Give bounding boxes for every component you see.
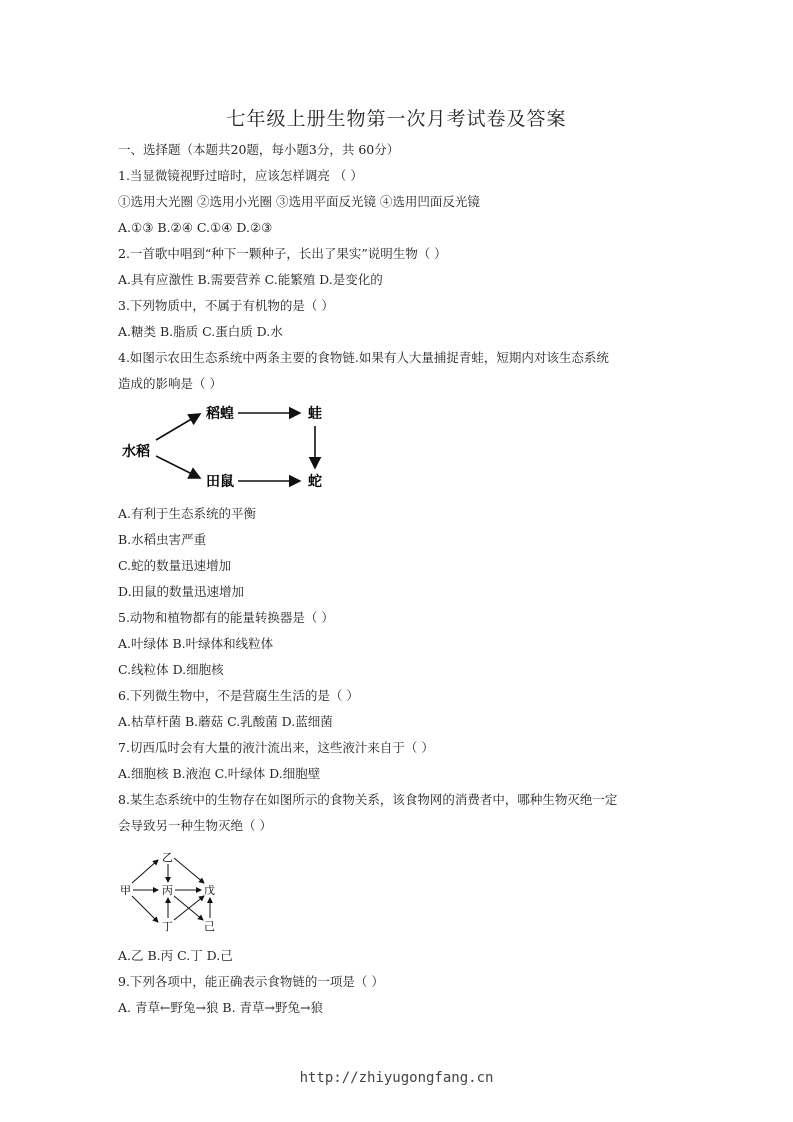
- question-4-option-d: D.田鼠的数量迅速增加: [118, 584, 245, 599]
- footer-url[interactable]: http://zhiyugongfang.cn: [299, 1070, 494, 1086]
- food-web-diagram: [118, 848, 228, 938]
- question-2-options: A.具有应激性 B.需要营养 C.能繁殖 D.是变化的: [118, 272, 383, 287]
- arrow-jia-ding: [132, 896, 158, 922]
- arrow-rice-mouse: [156, 456, 200, 478]
- question-8-cont: 会导致另一种生物灭绝（ ）: [118, 818, 272, 833]
- node-wu: 戊: [204, 884, 215, 897]
- question-9-options: A. 青草←野兔→狼 B. 青草→野兔→狼: [118, 1000, 323, 1015]
- page-title: 七年级上册生物第一次月考试卷及答案: [226, 108, 567, 130]
- node-mouse: 田鼠: [206, 474, 234, 490]
- question-4-option-a: A.有利于生态系统的平衡: [118, 506, 257, 521]
- node-frog: 蛙: [308, 406, 322, 422]
- question-9: 9.下列各项中，能正确表示食物链的一项是（ ）: [118, 974, 384, 989]
- question-6: 6.下列微生物中，不是营腐生生活的是（ ）: [118, 688, 359, 703]
- node-bing: 丙: [162, 884, 173, 897]
- question-2: 2.一首歌中唱到“种下一颗种子，长出了果实”说明生物（ ）: [118, 246, 447, 261]
- node-rice: 水稻: [122, 444, 150, 460]
- question-3: 3.下列物质中，不属于有机物的是（ ）: [118, 298, 334, 313]
- question-8: 8.某生态系统中的生物存在如图所示的食物关系，该食物网的消费者中，哪种生物灭绝一定: [118, 792, 618, 807]
- node-snake: 蛇: [308, 474, 322, 490]
- question-4-cont: 造成的影响是（ ）: [118, 376, 222, 391]
- node-jia: 甲: [120, 884, 131, 897]
- question-4: 4.如图示农田生态系统中两条主要的食物链.如果有人大量捕捉青蛙，短期内对该生态系统: [118, 350, 609, 365]
- question-1-options: A.①③ B.②④ C.①④ D.②③: [118, 220, 273, 235]
- node-yi: 乙: [162, 851, 173, 864]
- question-1-statements: ①选用大光圈 ②选用小光圈 ③选用平面反光镜 ④选用凹面反光镜: [118, 194, 480, 209]
- question-8-options: A.乙 B.丙 C.丁 D.己: [118, 948, 233, 963]
- arrow-jia-yi: [132, 860, 158, 883]
- node-ji: 己: [204, 920, 215, 933]
- node-locust: 稻蝗: [206, 406, 234, 422]
- question-7: 7.切西瓜时会有大量的液汁流出来，这些液汁来自于（ ）: [118, 740, 434, 755]
- question-4-option-b: B.水稻虫害严重: [118, 532, 207, 547]
- question-3-options: A.糖类 B.脂质 C.蛋白质 D.水: [118, 324, 283, 339]
- question-5: 5.动物和植物都有的能量转换器是（ ）: [118, 610, 334, 625]
- question-5-options-ab: A.叶绿体 B.叶绿体和线粒体: [118, 636, 274, 651]
- question-1: 1.当显微镜视野过暗时，应该怎样调亮 （ ）: [118, 168, 363, 183]
- question-7-options: A.细胞核 B.液泡 C.叶绿体 D.细胞壁: [118, 766, 321, 781]
- arrow-yi-wu: [174, 858, 204, 883]
- arrow-rice-locust: [156, 414, 200, 440]
- question-4-option-c: C.蛇的数量迅速增加: [118, 558, 232, 573]
- node-ding: 丁: [162, 920, 173, 933]
- question-5-options-cd: C.线粒体 D.细胞核: [118, 662, 224, 677]
- section-heading: 一、选择题（本题共20题，每小题3分，共 60分）: [118, 142, 400, 157]
- question-6-options: A.枯草杆菌 B.蘑菇 C.乳酸菌 D.蓝细菌: [118, 714, 333, 729]
- food-chain-diagram: [118, 398, 338, 498]
